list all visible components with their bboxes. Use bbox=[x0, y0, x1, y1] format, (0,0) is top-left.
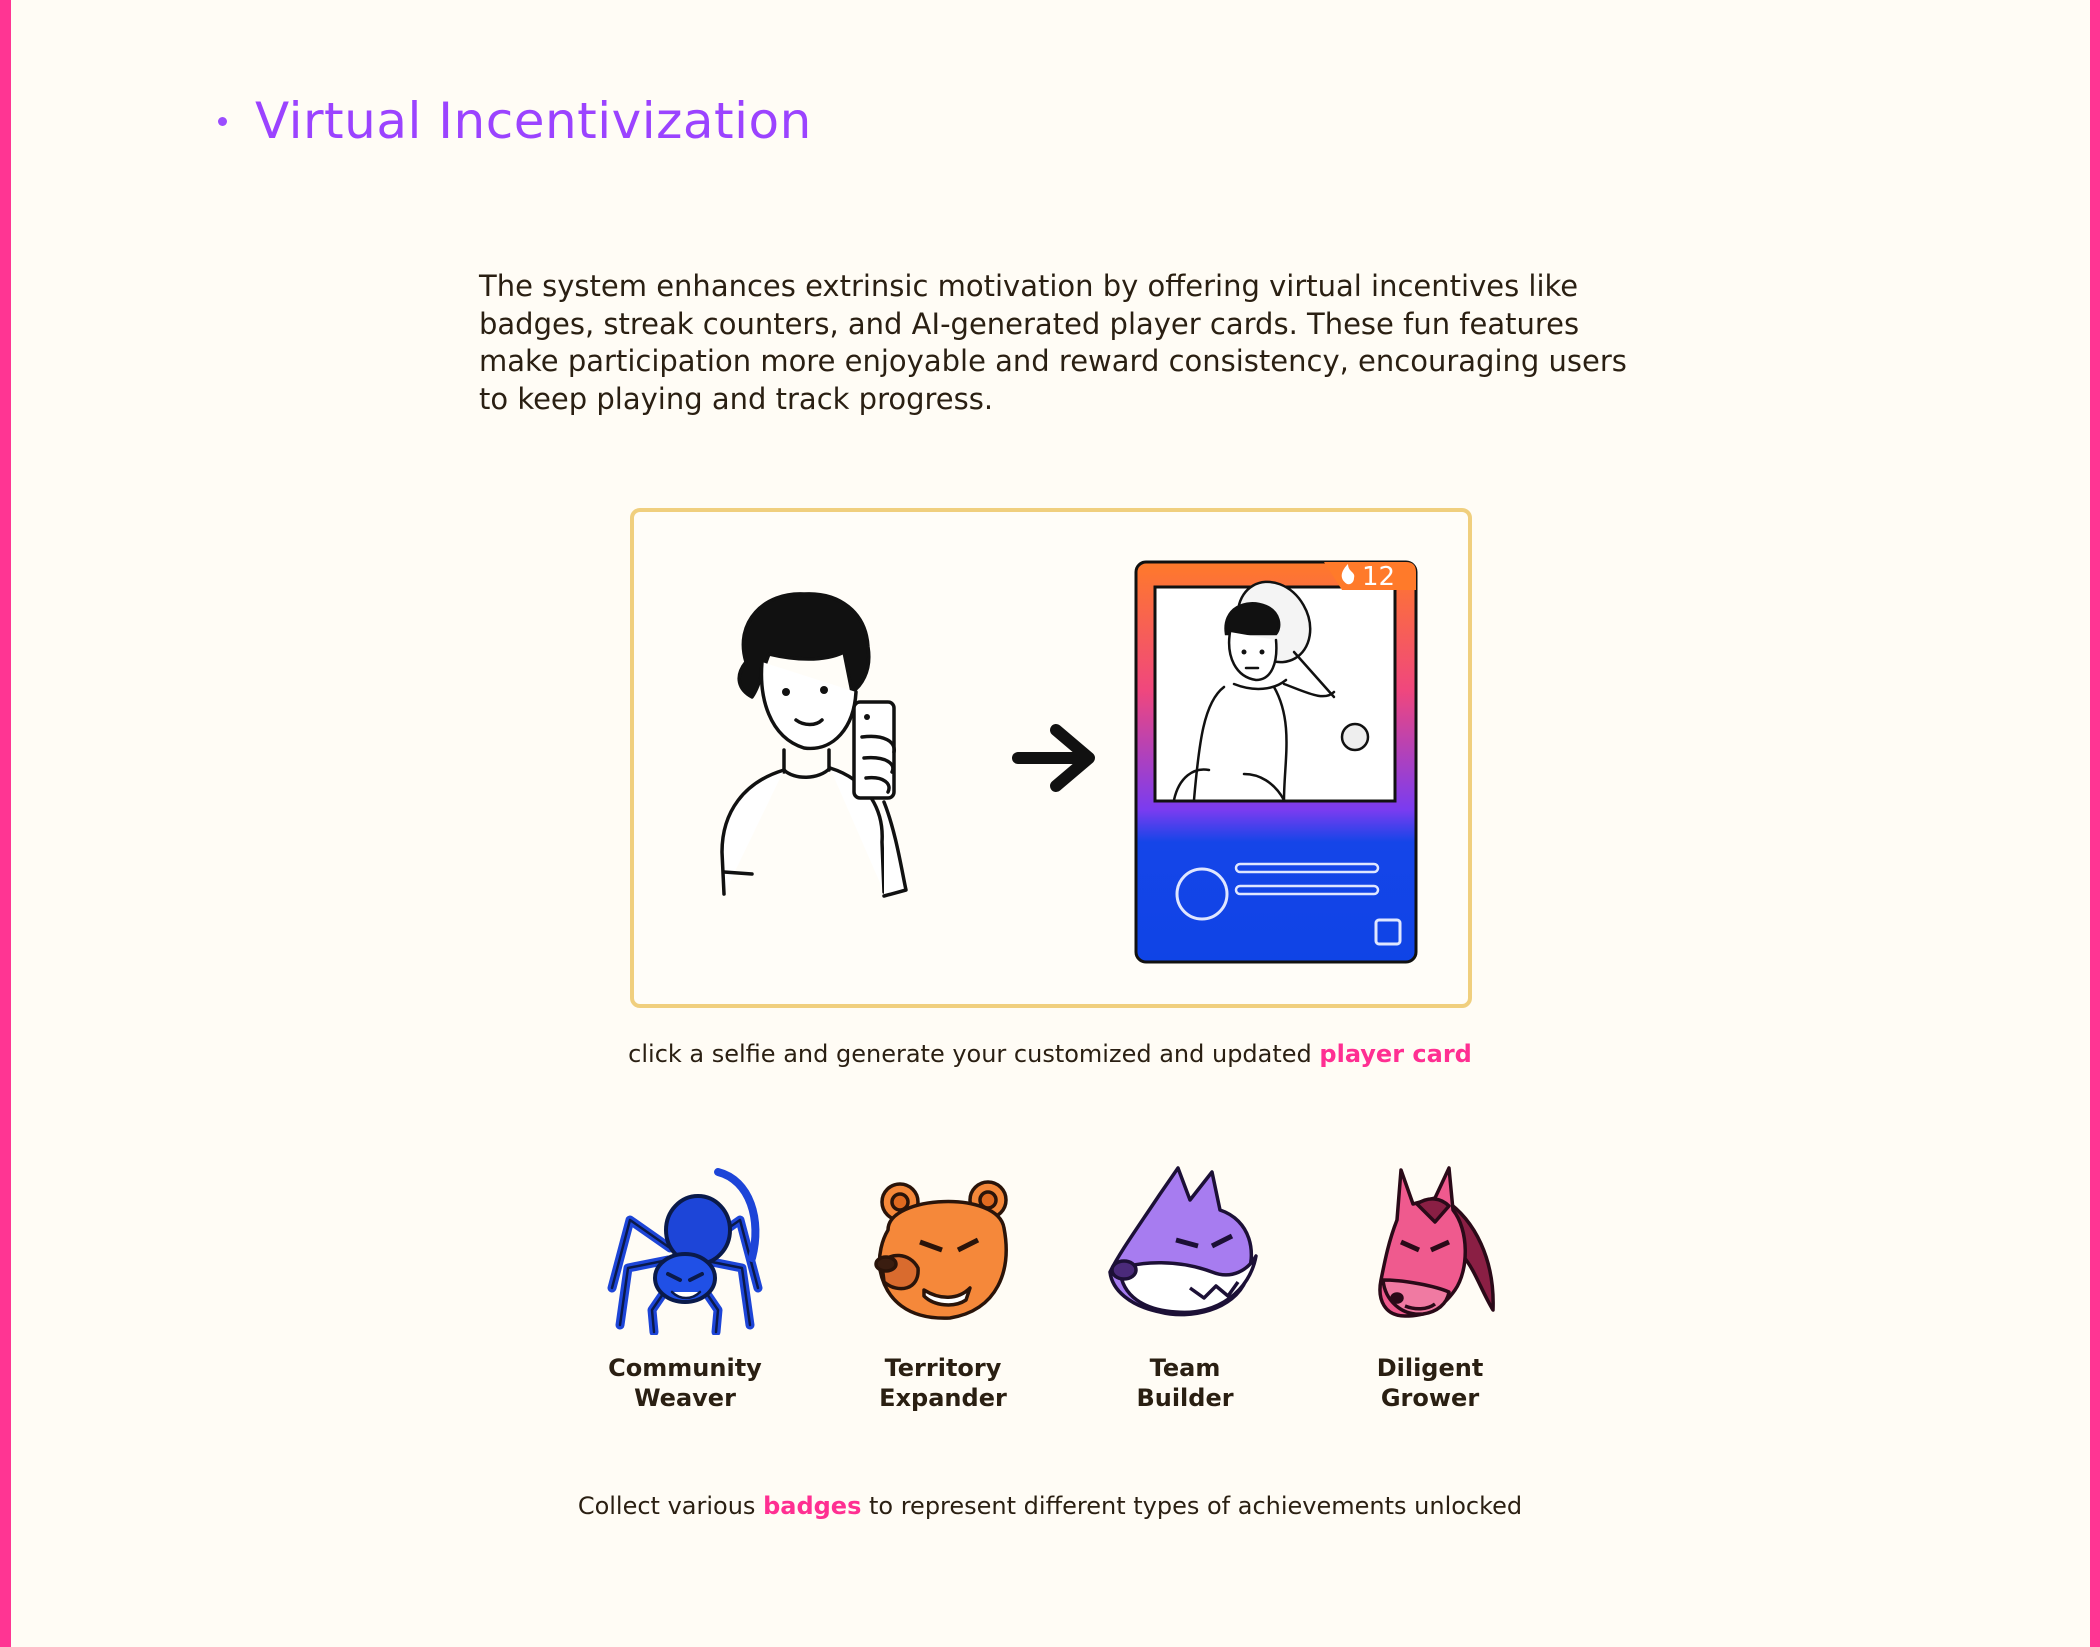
badge-label-line2: Expander bbox=[879, 1384, 1007, 1412]
streak-count: 12 bbox=[1362, 562, 1396, 592]
section-title: Virtual Incentivization bbox=[255, 92, 812, 150]
caption-text-suffix: to represent different types of achievements unlocked bbox=[861, 1492, 1523, 1520]
illustration-canvas bbox=[634, 512, 1468, 1004]
spider-badge-icon bbox=[600, 1160, 770, 1335]
badge-diligent-grower bbox=[1330, 1160, 1530, 1413]
wolf-badge-icon bbox=[1100, 1160, 1270, 1335]
badge-label-line1: Diligent bbox=[1376, 1354, 1484, 1382]
player-card-caption bbox=[0, 1040, 2100, 1068]
bullet-dot bbox=[218, 117, 227, 126]
badge-label-line1: Territory bbox=[884, 1354, 1002, 1382]
right-edge-bar bbox=[2090, 0, 2100, 1647]
badge-label-line2: Weaver bbox=[634, 1384, 736, 1412]
player-card-illustration bbox=[630, 508, 1472, 1008]
arrow-right-icon bbox=[1018, 730, 1089, 786]
caption-text: click a selfie and generate your customized and updated bbox=[628, 1040, 1320, 1068]
badge-label-line2: Builder bbox=[1136, 1384, 1234, 1412]
selfie-person-icon bbox=[722, 594, 906, 898]
player-card-icon bbox=[1136, 562, 1416, 962]
caption-highlight: player card bbox=[1319, 1040, 1472, 1068]
badge-row bbox=[580, 1160, 1520, 1420]
badge-team-builder bbox=[1085, 1160, 1285, 1413]
badge-label-line2: Grower bbox=[1380, 1384, 1480, 1412]
left-edge-bar bbox=[0, 0, 11, 1647]
bear-badge-icon bbox=[858, 1160, 1028, 1335]
badges-caption bbox=[0, 1492, 2100, 1520]
badge-territory-expander bbox=[843, 1160, 1043, 1413]
caption-highlight: badges bbox=[763, 1492, 862, 1520]
caption-text: Collect various bbox=[577, 1492, 764, 1520]
badge-community-weaver bbox=[585, 1160, 785, 1413]
badge-label-line1: Team bbox=[1149, 1354, 1221, 1382]
section-heading bbox=[218, 86, 812, 156]
intro-paragraph: The system enhances extrinsic motivation by offering virtual incentives like badges, streak counters, and AI-generated player cards. These fun features make participation more enjoyable and reward consistency, encouraging users to keep playing and track progress. bbox=[479, 269, 1627, 416]
badge-label-line1: Community bbox=[608, 1354, 762, 1382]
horse-badge-icon bbox=[1345, 1160, 1515, 1335]
